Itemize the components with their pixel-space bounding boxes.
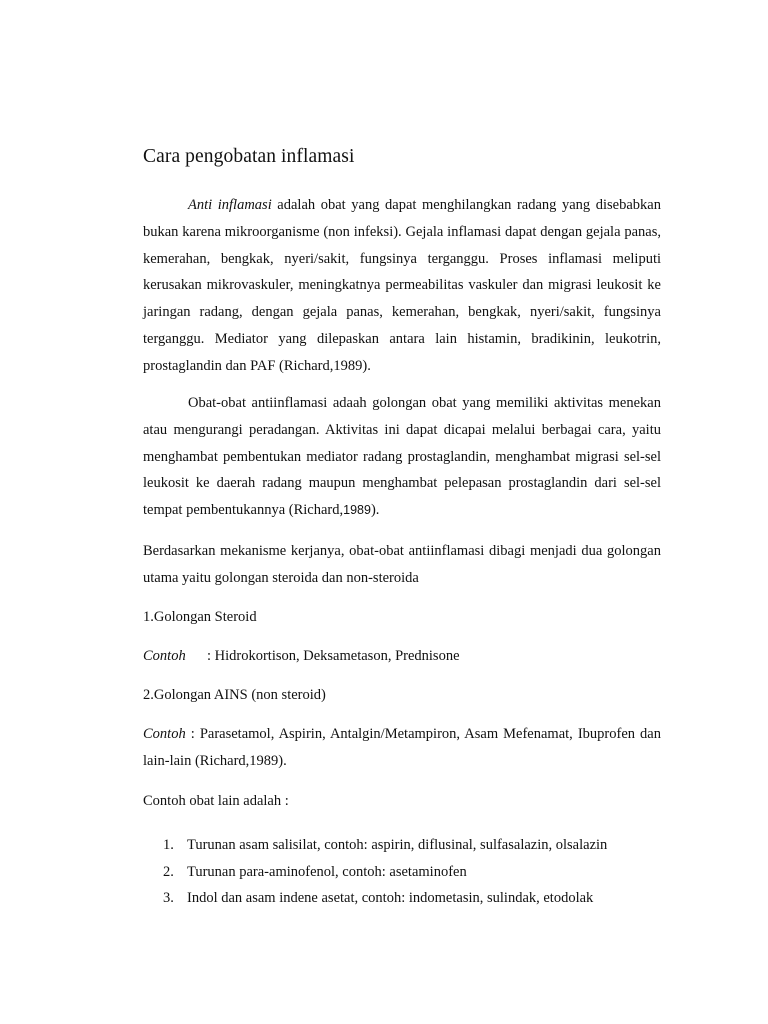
list-item (163, 862, 663, 889)
paragraph-obat-antiinflamasi (143, 390, 661, 524)
contoh-text: : Hidrokortison, Deksametason, Prednisone (207, 648, 460, 664)
examples-list (163, 835, 663, 915)
paragraph-text: adalah obat yang dapat menghilangkan radang yang disebabkan bukan karena mikroorganisme (non infeksi). Gejala inflamasi dapat dengan gejala panas, kemerahan, bengkak, nyeri/sakit, fungsinya terganggu. Proses inflamasi meliputi kerusakan mikrovaskuler, meningkatnya permeabilitas vaskuler dan migrasi leukosit ke jaringan radang, dengan gejala panas, kemerahan, bengkak, nyeri/sakit, fungsinya terganggu. Mediator yang dilepaskan antara lain histamin, bradikinin, leukotrin, prostaglandin dan PAF (Richard,1989). (143, 197, 661, 374)
paragraph-text: Berdasarkan mekanisme kerjanya, obat-obat antiinflamasi dibagi menjadi dua golongan utama yaitu golongan steroida dan non-steroida (143, 543, 661, 586)
list-text: Turunan asam salisilat, contoh: aspirin, diflusinal, sulfasalazin, olsalazin (187, 837, 608, 853)
heading-golongan-ains: 2.Golongan AINS (non steroid) (143, 687, 326, 703)
citation-year: 1989 (343, 503, 371, 518)
heading-golongan-steroid: 1.Golongan Steroid (143, 609, 257, 625)
list-number: 2. (163, 863, 174, 880)
paragraph-mekanisme (143, 538, 661, 592)
italic-term: Anti inflamasi (188, 197, 272, 213)
contoh-text: : Parasetamol, Aspirin, Antalgin/Metampiron, Asam Mefenamat, Ibuprofen dan lain-lain (Richard,1989). (143, 726, 661, 769)
list-item (163, 888, 663, 915)
contoh-label: Contoh (143, 726, 186, 742)
document-page (143, 0, 661, 1024)
contoh-label: Contoh (143, 648, 186, 664)
paragraph-text: Obat-obat antiinflamasi adaah golongan obat yang memiliki aktivitas menekan atau mengurangi peradangan. Aktivitas ini dapat dicapai melalui berbagai cara, yaitu menghambat pembentukan mediator radang prostaglandin, menghambat migrasi sel-sel leukosit ke daerah radang maupun menghambat pelepasan prostaglandin dari sel-sel tempat pembentukannya (Richard, (143, 395, 661, 519)
list-item (163, 835, 663, 862)
list-text: Indol dan asam indene asetat, contoh: indometasin, sulindak, etodolak (187, 890, 594, 906)
paragraph-anti-inflamasi (143, 192, 661, 380)
list-number: 3. (163, 890, 174, 906)
page-title: Cara pengobatan inflamasi (143, 146, 355, 167)
list-text: Turunan para-aminofenol, contoh: asetaminofen (187, 863, 467, 880)
list-number: 1. (163, 837, 174, 853)
contoh-ains (143, 721, 661, 775)
contoh-steroid (143, 646, 460, 666)
other-examples-intro: Contoh obat lain adalah : (143, 793, 289, 809)
paragraph-end: ). (370, 502, 380, 519)
